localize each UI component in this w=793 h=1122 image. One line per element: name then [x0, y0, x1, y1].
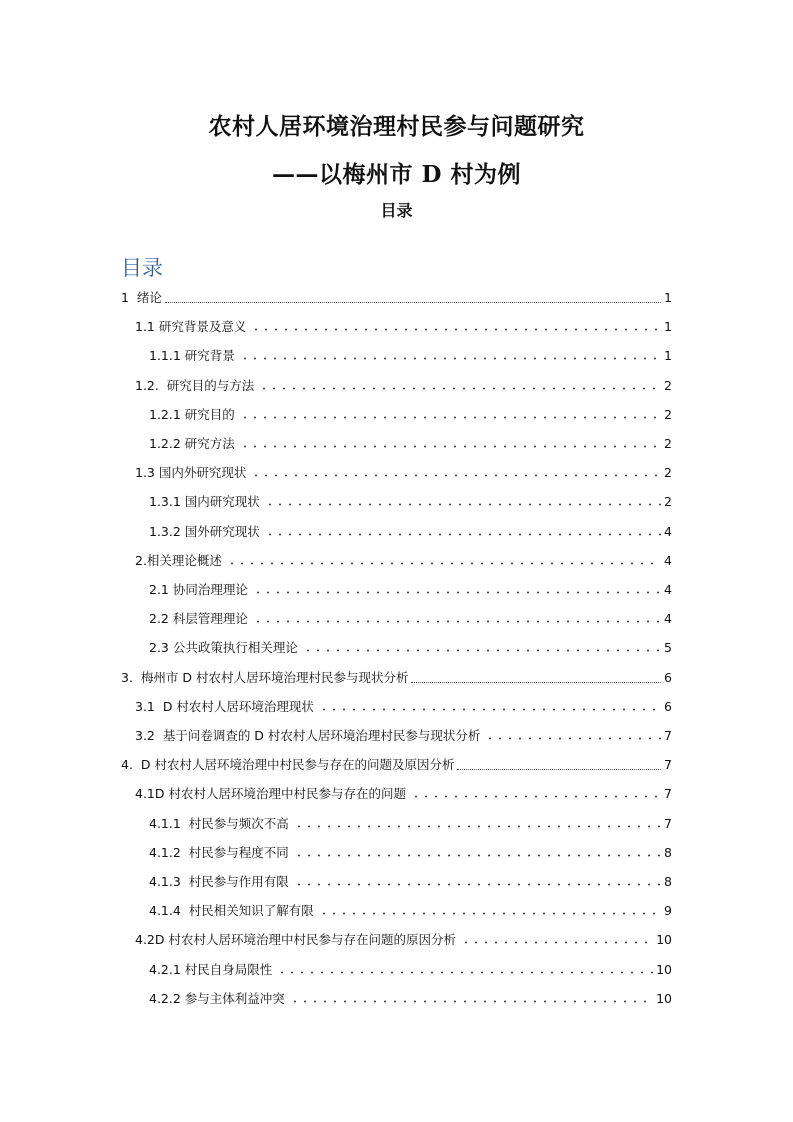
toc-entry-page: 9 [664, 903, 672, 918]
dot-leader [317, 701, 661, 711]
toc-entry[interactable] [149, 609, 672, 629]
toc-entry[interactable] [135, 463, 672, 483]
toc-entry-page: 7 [664, 757, 672, 772]
toc-entry-page: 5 [664, 640, 672, 655]
toc-entry-page: 2 [664, 465, 672, 480]
toc-entry-page: 7 [664, 786, 672, 801]
toc-entry[interactable] [149, 989, 672, 1009]
toc-entry-label: 1.3.2 国外研究现状 [149, 524, 260, 539]
toc-entry[interactable] [135, 376, 672, 396]
dot-leader [459, 934, 653, 944]
toc-entry[interactable] [149, 872, 672, 892]
toc-entry-label: 4.2.2 参与主体利益冲突 [149, 991, 285, 1006]
dot-leader [292, 847, 661, 857]
dot-leader [457, 759, 661, 770]
toc-entry[interactable] [149, 580, 672, 600]
toc-entry-label: 4. D 村农村人居环境治理中村民参与存在的问题及原因分析 [121, 757, 455, 772]
toc-entry-label: 3.2 基于问卷调查的 D 村农村人居环境治理村民参与现状分析 [135, 728, 481, 743]
toc-entry-page: 6 [664, 670, 672, 685]
toc-entry[interactable] [135, 726, 672, 746]
toc-entry-label: 2.3 公共政策执行相关理论 [149, 640, 298, 655]
toc-entry-page: 4 [664, 611, 672, 626]
dot-leader [251, 584, 661, 594]
toc-entry[interactable] [135, 930, 672, 950]
toc-entry-label: 4.1.4 村民相关知识了解有限 [149, 903, 314, 918]
toc-entry-label: 4.2D 村农村人居环境治理中村民参与存在问题的原因分析 [135, 932, 456, 947]
toc-entry-label: 4.1.3 村民参与作用有限 [149, 874, 289, 889]
dot-leader [225, 555, 661, 565]
toc-entry-label: 4.1.1 村民参与频次不高 [149, 816, 289, 831]
toc-entry[interactable] [121, 668, 672, 688]
toc-entry-page: 4 [664, 553, 672, 568]
toc-entry-page: 1 [664, 290, 672, 305]
toc-entry-page: 4 [664, 524, 672, 539]
toc-entry[interactable] [149, 492, 672, 512]
toc-entry[interactable] [135, 551, 672, 571]
toc-entry[interactable] [121, 755, 672, 775]
toc-entry-label: 1 绪论 [121, 290, 162, 305]
toc-entry-page: 8 [664, 874, 672, 889]
dot-leader [301, 642, 661, 652]
toc-entry-page: 4 [664, 582, 672, 597]
toc-entry[interactable] [135, 784, 672, 804]
toc-entry[interactable] [149, 960, 672, 980]
toc-heading: 目录 [121, 256, 163, 280]
toc-entry[interactable] [149, 843, 672, 863]
dot-leader [249, 467, 661, 477]
dot-leader [263, 526, 661, 536]
toc-entry-page: 6 [664, 699, 672, 714]
toc-entry-label: 4.2.1 村民自身局限性 [149, 962, 273, 977]
dot-leader [263, 496, 661, 506]
dot-leader [165, 292, 661, 303]
toc-entry-page: 8 [664, 845, 672, 860]
toc-entry[interactable] [135, 317, 672, 337]
toc-entry-page: 2 [664, 407, 672, 422]
toc-entry-label: 1.1.1 研究背景 [149, 348, 235, 363]
toc-entry-page: 1 [664, 348, 672, 363]
toc-entry[interactable] [149, 434, 672, 454]
toc-entry-page: 10 [656, 991, 672, 1006]
toc-entry-page: 7 [664, 728, 672, 743]
dot-leader [238, 438, 661, 448]
toc-entry-label: 1.3.1 国内研究现状 [149, 494, 260, 509]
toc-entry-label: 3. 梅州市 D 村农村人居环境治理村民参与现状分析 [121, 670, 409, 685]
toc-entry[interactable] [149, 901, 672, 921]
toc-entry-label: 3.1 D 村农村人居环境治理现状 [135, 699, 314, 714]
dot-leader [249, 321, 661, 331]
dot-leader [275, 964, 653, 974]
toc-entry[interactable] [149, 638, 672, 658]
toc-entry-page: 10 [656, 932, 672, 947]
dot-leader [292, 818, 661, 828]
toc-entry-label: 4.1D 村农村人居环境治理中村民参与存在的问题 [135, 786, 406, 801]
toc-entry-label: 4.1.2 村民参与程度不同 [149, 845, 289, 860]
toc-entry[interactable] [149, 522, 672, 542]
toc-entry[interactable] [135, 697, 672, 717]
toc-entry-page: 2 [664, 436, 672, 451]
dot-leader [411, 672, 661, 683]
toc-entry[interactable] [121, 288, 672, 308]
toc-entry-label: 1.2.2 研究方法 [149, 436, 235, 451]
dot-leader [483, 730, 661, 740]
toc-entry-page: 10 [656, 962, 672, 977]
toc-entry-label: 1.2. 研究目的与方法 [135, 378, 255, 393]
dot-leader [317, 905, 661, 915]
toc-entry-page: 7 [664, 816, 672, 831]
dot-leader [409, 788, 661, 798]
dot-leader [251, 613, 661, 623]
dot-leader [238, 409, 661, 419]
dot-leader [238, 350, 661, 360]
document-title: 农村人居环境治理村民参与问题研究 [208, 113, 585, 140]
toc-entry-page: 2 [664, 494, 672, 509]
toc-entry-label: 2.2 科层管理理论 [149, 611, 248, 626]
toc-entry[interactable] [149, 405, 672, 425]
toc-entry-label: 1.3 国内外研究现状 [135, 465, 247, 480]
document-subtitle: ——以梅州市 D 村为例 [272, 161, 521, 188]
toc-entry-label: 1.1 研究背景及意义 [135, 319, 247, 334]
dot-leader [292, 876, 661, 886]
toc-entry[interactable] [149, 346, 672, 366]
toc-entry-page: 2 [664, 378, 672, 393]
toc-entry-label: 1.2.1 研究目的 [149, 407, 235, 422]
dot-leader [288, 993, 653, 1003]
toc-entry-label: 2.相关理论概述 [135, 553, 222, 568]
toc-entry-page: 1 [664, 319, 672, 334]
contents-label: 目录 [380, 201, 413, 220]
dot-leader [257, 380, 661, 390]
toc-entry[interactable] [149, 814, 672, 834]
toc-entry-label: 2.1 协同治理理论 [149, 582, 248, 597]
